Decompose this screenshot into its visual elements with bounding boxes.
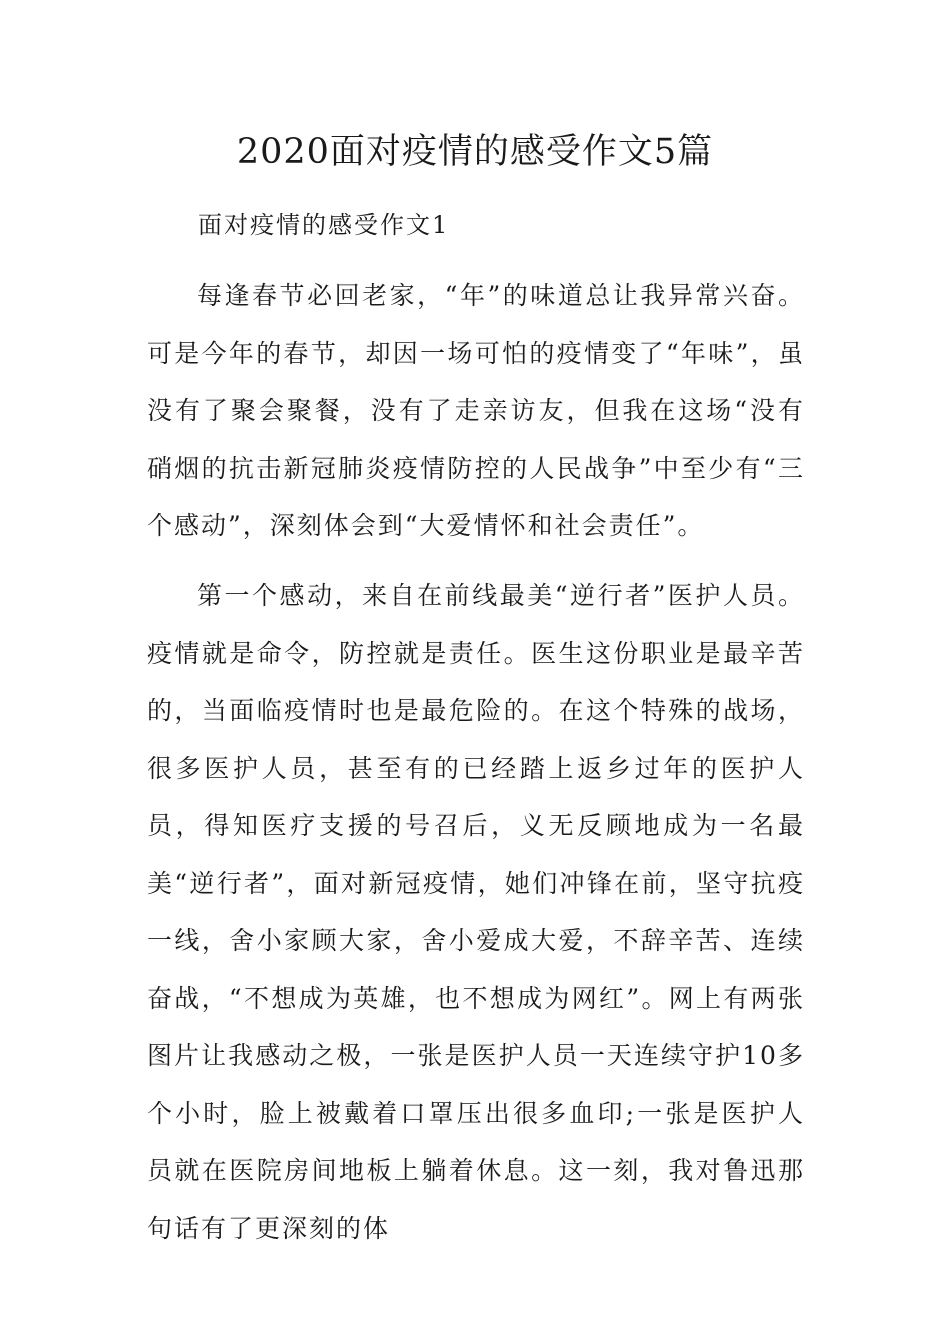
section-heading: 面对疫情的感受作文1 [198, 211, 450, 239]
document-title: 2020面对疫情的感受作文5篇 [236, 132, 714, 172]
paragraph-1: 每逢春节必回老家，“年”的味道总让我异常兴奋。可是今年的春节，却因一场可怕的疫情变了“年味”，虽没有了聚会聚餐，没有了走亲访友，但我在这场“没有硝烟的抗击新冠肺炎疫情防控的人民战争”中至少有“三个感动”，深刻体会到“大爱情怀和社会责任”。 [147, 281, 805, 540]
paragraph-2: 第一个感动，来自在前线最美“逆行者”医护人员。疫情就是命令，防控就是责任。医生这份职业是最辛苦的，当面临疫情时也是最危险的。在这个特殊的战场，很多医护人员，甚至有的已经踏上返乡过年的医护人员，得知医疗支援的号召后，义无反顾地成为一名最美“逆行者”，面对新冠疫情，她们冲锋在前，坚守抗疫一线，舍小家顾大家，舍小爱成大爱，不辞辛苦、连续奋战，“不想成为英雄，也不想成为网红”。网上有两张图片让我感动之极，一张是医护人员一天连续守护10多个小时，脸上被戴着口罩压出很多血印;一张是医护人员就在医院房间地板上躺着休息。这一刻，我对鲁迅那句话有了更深刻的体 [147, 581, 805, 1243]
